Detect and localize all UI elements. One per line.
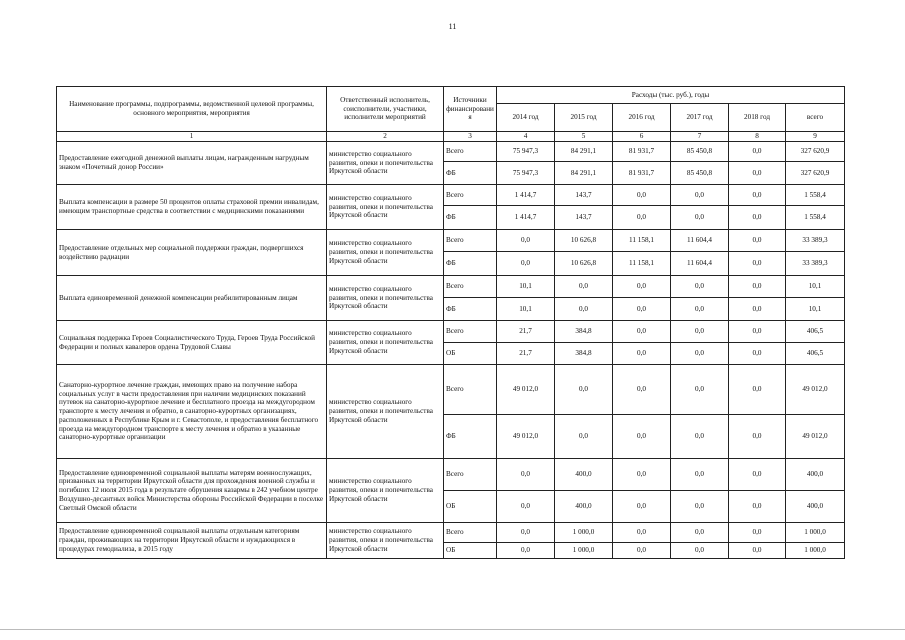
year-value-cell: 85 450,8: [671, 162, 729, 185]
header-name: Наименование программы, подпрограммы, ведомственной целевой программы, основного мероприятия, мероприятия: [57, 87, 327, 132]
year-value-cell: 10 626,8: [555, 230, 613, 252]
year-value-cell: 0,0: [671, 343, 729, 365]
table-row: [57, 321, 845, 343]
header-year: 2018 год: [729, 104, 786, 132]
executor-cell: министерство социального развития, опеки и попечительства Иркутской области: [327, 276, 444, 321]
year-value-cell: 0,0: [613, 415, 671, 459]
total-value-cell: 33 389,3: [786, 252, 845, 276]
year-value-cell: 400,0: [555, 491, 613, 523]
total-value-cell: 1 000,0: [786, 543, 845, 559]
funding-source-cell: ОБ: [444, 543, 497, 559]
program-name-cell: Выплата единовременной денежной компенсации реабилитированным лицам: [57, 276, 327, 321]
year-value-cell: 0,0: [671, 543, 729, 559]
total-value-cell: 327 620,9: [786, 142, 845, 162]
funding-source-cell: Всего: [444, 321, 497, 343]
funding-source-cell: Всего: [444, 459, 497, 491]
year-value-cell: 0,0: [497, 252, 555, 276]
total-value-cell: 1 000,0: [786, 523, 845, 543]
year-value-cell: 0,0: [613, 491, 671, 523]
year-value-cell: 0,0: [613, 343, 671, 365]
total-value-cell: 49 012,0: [786, 365, 845, 415]
year-value-cell: 143,7: [555, 185, 613, 206]
year-value-cell: 0,0: [671, 206, 729, 230]
total-value-cell: 33 389,3: [786, 230, 845, 252]
funding-source-cell: ФБ: [444, 415, 497, 459]
year-value-cell: 143,7: [555, 206, 613, 230]
year-value-cell: 1 000,0: [555, 543, 613, 559]
funding-source-cell: ФБ: [444, 298, 497, 321]
year-value-cell: 49 012,0: [497, 415, 555, 459]
header-year: 2014 год: [497, 104, 555, 132]
executor-cell: министерство социального развития, опеки и попечительства Иркутской области: [327, 459, 444, 523]
year-value-cell: 0,0: [497, 230, 555, 252]
year-value-cell: 0,0: [671, 185, 729, 206]
expenses-table: [56, 86, 845, 559]
year-value-cell: 0,0: [671, 415, 729, 459]
total-value-cell: 406,5: [786, 343, 845, 365]
year-value-cell: 0,0: [729, 321, 786, 343]
column-index: 7: [671, 132, 729, 142]
header-source: Источники финансировани я: [444, 87, 497, 132]
funding-source-cell: ОБ: [444, 343, 497, 365]
year-value-cell: 384,8: [555, 343, 613, 365]
executor-cell: министерство социального развития, опеки и попечительства Иркутской области: [327, 142, 444, 185]
column-index: 1: [57, 132, 327, 142]
year-value-cell: 0,0: [497, 459, 555, 491]
year-value-cell: 10,1: [497, 276, 555, 298]
year-value-cell: 0,0: [729, 276, 786, 298]
year-value-cell: 0,0: [729, 142, 786, 162]
year-value-cell: 0,0: [613, 321, 671, 343]
total-value-cell: 406,5: [786, 321, 845, 343]
year-value-cell: 0,0: [671, 523, 729, 543]
year-value-cell: 0,0: [613, 298, 671, 321]
year-value-cell: 81 931,7: [613, 162, 671, 185]
year-value-cell: 1 414,7: [497, 206, 555, 230]
year-value-cell: 10,1: [497, 298, 555, 321]
year-value-cell: 81 931,7: [613, 142, 671, 162]
header-year: 2017 год: [671, 104, 729, 132]
page-number: 11: [448, 22, 457, 31]
total-value-cell: 400,0: [786, 491, 845, 523]
total-value-cell: 49 012,0: [786, 415, 845, 459]
executor-cell: министерство социального развития, опеки и попечительства Иркутской области: [327, 321, 444, 365]
year-value-cell: 0,0: [729, 459, 786, 491]
year-value-cell: 1 000,0: [555, 523, 613, 543]
year-value-cell: 0,0: [729, 252, 786, 276]
table-row: [57, 459, 845, 491]
funding-source-cell: ФБ: [444, 252, 497, 276]
total-value-cell: 327 620,9: [786, 162, 845, 185]
year-value-cell: 0,0: [555, 276, 613, 298]
executor-cell: министерство социального развития, опеки и попечительства Иркутской области: [327, 365, 444, 459]
total-value-cell: 10,1: [786, 276, 845, 298]
year-value-cell: 21,7: [497, 321, 555, 343]
year-value-cell: 0,0: [613, 543, 671, 559]
year-value-cell: 0,0: [671, 459, 729, 491]
year-value-cell: 0,0: [729, 230, 786, 252]
program-name-cell: Предоставление ежегодной денежной выплаты лицам, награжденным нагрудным знаком «Почетный донор России»: [57, 142, 327, 185]
year-value-cell: 0,0: [729, 523, 786, 543]
column-index: 4: [497, 132, 555, 142]
table-row: [57, 365, 845, 415]
header-expenses: Расходы (тыс. руб.), годы: [497, 87, 845, 104]
year-value-cell: 0,0: [613, 365, 671, 415]
year-value-cell: 0,0: [729, 162, 786, 185]
year-value-cell: 0,0: [729, 343, 786, 365]
executor-cell: министерство социального развития, опеки и попечительства Иркутской области: [327, 185, 444, 230]
column-index: 9: [786, 132, 845, 142]
year-value-cell: 0,0: [497, 523, 555, 543]
year-value-cell: 11 158,1: [613, 252, 671, 276]
total-value-cell: 10,1: [786, 298, 845, 321]
year-value-cell: 84 291,1: [555, 142, 613, 162]
year-value-cell: 0,0: [671, 491, 729, 523]
year-value-cell: 0,0: [613, 206, 671, 230]
header-executor: Ответственный исполнитель, соисполнители, участники, исполнители мероприятий: [327, 87, 444, 132]
year-value-cell: 0,0: [729, 415, 786, 459]
year-value-cell: 0,0: [613, 523, 671, 543]
year-value-cell: 0,0: [555, 415, 613, 459]
year-value-cell: 0,0: [613, 185, 671, 206]
funding-source-cell: Всего: [444, 230, 497, 252]
program-name-cell: Выплата компенсации в размере 50 процентов оплаты страховой премии инвалидам, имеющим транспортные средства в соответствии с медицинскими показаниями: [57, 185, 327, 230]
year-value-cell: 0,0: [729, 206, 786, 230]
year-value-cell: 21,7: [497, 343, 555, 365]
executor-cell: министерство социального развития, опеки и попечительства Иркутской области: [327, 523, 444, 559]
year-value-cell: 0,0: [613, 276, 671, 298]
table-row: [57, 230, 845, 252]
year-value-cell: 75 947,3: [497, 162, 555, 185]
year-value-cell: 0,0: [671, 276, 729, 298]
program-name-cell: Предоставление единовременной социальной выплаты отдельным категориям граждан, проживающих на территории Иркутской области и нуждающихся в процедурах гемодиализа, в 2015 году: [57, 523, 327, 559]
year-value-cell: 11 158,1: [613, 230, 671, 252]
year-value-cell: 1 414,7: [497, 185, 555, 206]
page-edge-line: [0, 629, 905, 630]
program-name-cell: Социальная поддержка Героев Социалистического Труда, Героев Труда Российской Федерации и полных кавалеров ордена Трудовой Славы: [57, 321, 327, 365]
column-index: 8: [729, 132, 786, 142]
column-index: 2: [327, 132, 444, 142]
total-value-cell: 1 558,4: [786, 206, 845, 230]
column-index: 6: [613, 132, 671, 142]
funding-source-cell: Всего: [444, 185, 497, 206]
year-value-cell: 84 291,1: [555, 162, 613, 185]
header-total: всего: [786, 104, 845, 132]
total-value-cell: 400,0: [786, 459, 845, 491]
total-value-cell: 1 558,4: [786, 185, 845, 206]
year-value-cell: 0,0: [555, 298, 613, 321]
year-value-cell: 400,0: [555, 459, 613, 491]
year-value-cell: 0,0: [613, 459, 671, 491]
executor-cell: министерство социального развития, опеки и попечительства Иркутской области: [327, 230, 444, 276]
year-value-cell: 0,0: [555, 365, 613, 415]
column-index: 3: [444, 132, 497, 142]
program-name-cell: Предоставление отдельных мер социальной поддержки граждан, подвергшихся воздействию радиации: [57, 230, 327, 276]
year-value-cell: 75 947,3: [497, 142, 555, 162]
table-row: [57, 185, 845, 206]
table-body: [57, 142, 845, 559]
table-row: [57, 276, 845, 298]
funding-source-cell: ОБ: [444, 491, 497, 523]
year-value-cell: 11 604,4: [671, 252, 729, 276]
year-value-cell: 0,0: [497, 491, 555, 523]
year-value-cell: 49 012,0: [497, 365, 555, 415]
year-value-cell: 11 604,4: [671, 230, 729, 252]
funding-source-cell: Всего: [444, 365, 497, 415]
program-name-cell: Предоставление единовременной социальной выплаты матерям военнослужащих, призванных на территории Иркутской области для прохождения военной службы и погибших 12 июля 2015 года в результате обрушения казармы в 242 учебном центре Воздушно-десантных войск Министерства обороны Российской Федерации в поселке Светлый Омской области: [57, 459, 327, 523]
year-value-cell: 0,0: [729, 491, 786, 523]
year-value-cell: 0,0: [671, 321, 729, 343]
year-value-cell: 0,0: [497, 543, 555, 559]
year-value-cell: 10 626,8: [555, 252, 613, 276]
table-row: [57, 523, 845, 543]
column-index: 5: [555, 132, 613, 142]
year-value-cell: 0,0: [729, 543, 786, 559]
year-value-cell: 0,0: [729, 185, 786, 206]
year-value-cell: 85 450,8: [671, 142, 729, 162]
year-value-cell: 384,8: [555, 321, 613, 343]
funding-source-cell: ФБ: [444, 162, 497, 185]
header-year: 2016 год: [613, 104, 671, 132]
funding-source-cell: ФБ: [444, 206, 497, 230]
funding-source-cell: Всего: [444, 276, 497, 298]
funding-source-cell: Всего: [444, 523, 497, 543]
year-value-cell: 0,0: [729, 365, 786, 415]
table-row: [57, 142, 845, 162]
year-value-cell: 0,0: [729, 298, 786, 321]
funding-source-cell: Всего: [444, 142, 497, 162]
program-name-cell: Санаторно-курортное лечение граждан, имеющих право на получение набора социальных услуг в части предоставления при наличии медицинских показаний путевок на санаторно-курортное лечение и бесплатного проезда на междугородном транспорте к месту лечения и обратно, в санаторно-курортных организациях, расположенных в Республике Крым и г. Севастополе, и предоставления бесплатного проезда на междугородном транспорте к месту лечения и обратно в указанные санаторно-курортные организации: [57, 365, 327, 459]
header-year: 2015 год: [555, 104, 613, 132]
year-value-cell: 0,0: [671, 365, 729, 415]
year-value-cell: 0,0: [671, 298, 729, 321]
